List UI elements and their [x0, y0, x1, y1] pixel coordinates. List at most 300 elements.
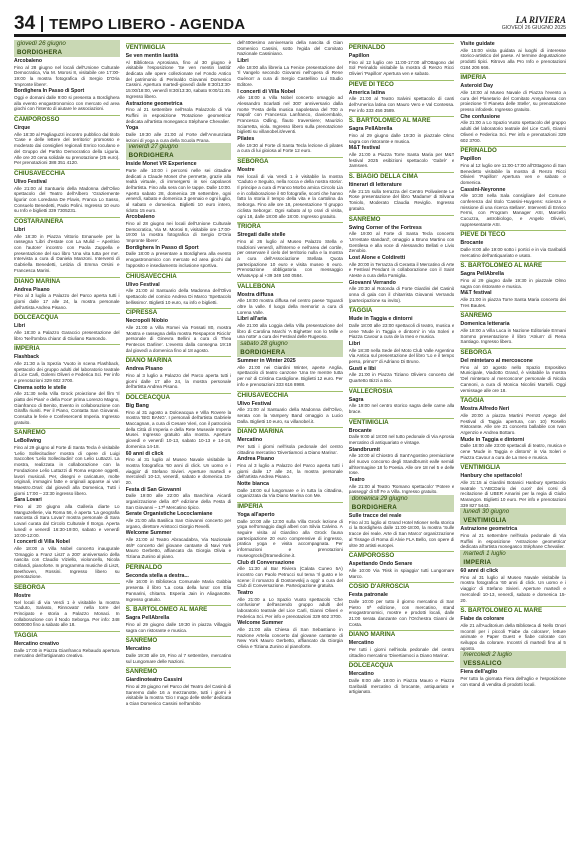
- day-date: giovedì 26 giugno: [17, 40, 66, 47]
- event-entry: [237, 89, 343, 136]
- event-title: Big Bang: [125, 403, 149, 410]
- city-heading: IMPERIA: [237, 502, 343, 511]
- event-title: Libri: [348, 341, 361, 348]
- event-entry: [126, 318, 232, 353]
- city-heading: CAMPOROSSO: [14, 115, 120, 124]
- event-title: Cirque: [14, 125, 31, 132]
- city-heading: VALLEBONA: [237, 282, 343, 291]
- event-title: Teatro: [348, 477, 365, 484]
- city-heading: CHIUSAVECCHIA: [14, 169, 120, 178]
- event-title: Mude in Taggia e dintorni: [348, 316, 413, 323]
- event-entry: [349, 316, 455, 340]
- city-heading: S. BARTOLOMEO AL MARE: [126, 605, 232, 614]
- day-city: BORDIGHERA: [351, 503, 398, 511]
- event-description: Dalle 10:00 per tutto il giorno mercatino di San Pietro 5ª edizione, con mercatino, stand enogastronomici, mostre e prodotti locali, dalle 21:00 serata danzante con l'Orchestra Gianni de Costa.: [348, 598, 455, 627]
- event-entry: [237, 167, 343, 219]
- event-title: Sulle tracce dei reale: [348, 513, 402, 520]
- event-entry: [460, 568, 566, 603]
- event-entry: [126, 366, 232, 390]
- event-description: Alle 21:00 al Teatro Abracadabra, Via Nazionale 46/F concerto del giovane cantante di Navi York Mauro Gerbetto, affiancato da Giorgia Olivia e Tiziana Zunino al piano.: [125, 536, 232, 560]
- event-title: Fiera dell'aglio: [460, 669, 498, 676]
- event-entry: [349, 592, 455, 627]
- event-description: Alle 21:00 a Lo Spazio Vuoto spettacolo 'Che confusione' dell'ascendo gruppo adulti del laboratorio teatrale del Lice Carli, Gianni Oliveri e Federica Sci. Per info e prenotazioni 329 602 3700.: [237, 596, 343, 619]
- event-description: Alle 18:00 alla libreria La Fenice presentazione del 'Il Vangelo secondo Giovanni nell'opera di Rene Guénon' a cura di Sergio Castellino Lui Studio Editore.: [237, 64, 343, 87]
- event-entry: [349, 428, 455, 446]
- event-title: Astrazione geometrica: [460, 526, 518, 533]
- event-title: LeBollwing: [14, 438, 42, 445]
- day-city: BORDIGHERA: [128, 151, 174, 159]
- event-entry: [349, 90, 455, 114]
- event-description: Fino al 28 giugno nei locali dell'Unione Culturale Democratica, Via M. Morosi 8, visitabile ore 17:00-19:00 la mostra fotografica di Sergio D'Oria 'Impronte libere'.: [125, 221, 232, 244]
- event-description: Alle 21:00 alla Loggia della Villa presentazione del libro di Carolina Marchi 'A Bighetter non lo Mille e una notte' a cura dei Festival delle Rugeoso.: [237, 323, 343, 340]
- event-title: Del mintetaro al mercoscone: [460, 358, 533, 365]
- event-title: Welcome Summer: [237, 620, 284, 627]
- city-heading: VENTIMIGLIA: [349, 418, 455, 427]
- event-title: Serate Organistiche Lococlamiane: [125, 511, 213, 518]
- event-description: Alle 11:30 al Bar Riviera (Calata Cuneo 5A) incontro con Paolo Petrucci sul tema 'Il gusto e le scene: il romanzo di Dostoevskij a oggi' a cura del Club di Conversazione. Partecipazione gratuita.: [237, 566, 343, 589]
- city-heading: SANREMO: [126, 667, 232, 676]
- city-heading: SANREMO: [126, 636, 232, 645]
- day-city: VENTIMIGLIA: [463, 516, 507, 524]
- city-heading: CAMPOROSSO: [349, 551, 455, 560]
- event-title: Mercatino: [348, 671, 374, 678]
- event-description: Dalle 8:00 alle 19:00 sotto i portici e in via Garibaldi mercatino dell'antiquariato e usato.: [460, 247, 566, 258]
- event-description: Alle 10:00 al Chiostro di Sant'Agostino premiazione del nuovo concorso degli Standbrumit ealle semidi all'itermagine 18 fo Poesia. Alle ore 18 nel 5 e delle rose.: [348, 453, 455, 476]
- event-title: Libri: [237, 58, 249, 65]
- event-description: Alle 19:00 al Forte di Santa Tecla concerto 'Un'estate standard', omaggio a Bruno Martino con Gentilesa e alla voce di Alessandro Bellati e Livio Zenobio.: [348, 231, 455, 254]
- city-heading: TAGGIA: [349, 306, 455, 315]
- day-date: lunedì 30 giugno: [463, 508, 510, 516]
- event-title: Bordighera In Passo di Sport: [125, 244, 199, 251]
- event-entry: [349, 477, 455, 495]
- city-heading: IMPERIA: [460, 73, 566, 82]
- event-entry: [126, 53, 232, 100]
- city-heading: PERINALDO: [460, 146, 566, 155]
- day-date: sabato 28 giugno: [240, 340, 288, 348]
- event-title: Pilates: [237, 136, 255, 143]
- event-title: Libri all'aria: [237, 316, 267, 323]
- event-entry: [14, 641, 120, 659]
- event-description: Fino al 31 luglio al Museo Navale visitabile la mostra fotografica '60 anni di click. Un uomo e i viaggio' di Stefano Sivieri. Aperture martedì e mercoledì 10-13, venerdì, sabato e domenica 15-20.: [125, 457, 232, 485]
- event-description: Alle 18:00 al Museo Navale di Piazza l'evento a cura del Planetario del Comitato Ansyakansa con proiezione 'Il Pianeta delle Stelle', su prenotazione presso infodesk. Ingresso gratuito.: [460, 90, 566, 113]
- event-title: Seconda stella a destra...: [125, 572, 189, 579]
- event-description: Alle 10:00 Via 'Risk in spiaggia' tutti Lungomare Marco.: [348, 567, 455, 579]
- event-entry: [349, 366, 455, 384]
- event-entry: [460, 187, 566, 228]
- event-title: Aspettando Ondo Senare: [348, 561, 413, 568]
- event-title: Ulivo Festival: [14, 178, 47, 185]
- event-title: Giovanni Verrando: [348, 279, 396, 286]
- event-entry: [237, 232, 343, 279]
- event-entry: [237, 316, 343, 340]
- event-title: Giardinoteatro Cassini: [125, 677, 183, 684]
- event-entry: [460, 669, 566, 687]
- event-entry: [14, 323, 120, 341]
- city-heading: TRIORA: [237, 222, 343, 231]
- event-entry: [126, 101, 232, 125]
- event-entry: [14, 438, 120, 496]
- event-entry: [237, 401, 343, 425]
- event-title: Bordighera In Passo di Sport: [14, 88, 85, 95]
- event-title: Yoga: [125, 125, 139, 132]
- city-heading: CHIUSAVECCHIA: [237, 391, 343, 400]
- event-title: Sagra: [348, 396, 364, 403]
- event-entry: [126, 511, 232, 529]
- event-entry: [237, 590, 343, 619]
- event-title: Necropoli Niobio: [125, 318, 168, 325]
- city-heading: CHIUSAVECCHIA: [126, 272, 232, 281]
- event-description: Alle 10:30 nella Sala consigliare del Comune conferenza dal titolo 'Cassini-Huygens: scienza e missione di una ricerca stellare'. Interventi di Enrico Fermi, con Program Manager ASI, Marcello Cucuzza, astrobiologo, e Angelo Olivieri, rappresentante ASI.: [460, 193, 566, 227]
- event-entry: [126, 530, 232, 559]
- city-heading: S. BIAGIO DELLA CIMA: [349, 172, 455, 181]
- event-entry: [460, 406, 566, 435]
- event-entry: [460, 437, 566, 461]
- event-title: Summer in Winter 2025: [237, 358, 296, 365]
- event-description: Fino al 31 luglio al Grand Hotel Mioner nella storica ci la Bordighera dalle 11:00-18:00, la mostra 'Sulle tracce dei reale. Arte di San Marco' organizzazione al Tissage di Roma di Alvie FLA Bello, con opere di oltre 30 artisti europei.: [348, 519, 455, 548]
- event-description: Fino al 28 giugno nel locali dell'Unione Culturale Democratica, Via M. Morosi 8, visitabile ore 17:00-19:00 la mostra fotografica di Sergio D'Oria 'Impronte libere'.: [14, 64, 120, 87]
- event-title: Mercatino creativo: [14, 641, 60, 648]
- event-description: Alle 18:00 mostra diffusa nel centro paese 'Sguardi oltre la valle. Il luogo della memoria' a cura di Lorena Valle.: [237, 298, 343, 315]
- event-description: Alle 16:00 in Biblioteca Comunale Maria Gabbia presenta il libro 'La cosa della luna' con Elia Pannarini, chitarra. Esperia Jain in Aliaganotte. Ingresso gratuito.: [125, 579, 232, 602]
- event-description: Alle 18:30 al Pagliaguzzi incontro pubblico dal titolo 'Case e delle lettere del territorio' promosso e moderato dai consiglieri regionali Enrico Ioculano e del Gruppo del Partito Democratico della Liguria. Alle ore 20 cena solidale su prenotazione (25 euro). Per prenotazioni 388 351 4120.: [14, 131, 120, 166]
- city-heading: PERINALDO: [349, 43, 455, 52]
- event-description: Fino al 12 luglio ore 11:00-17:00 all'Ottagono del Sol Perinaldo visitabile la mostra di Renzo Ricci Olivieri 'Papillon' Apertura ven e sabato.: [348, 59, 455, 76]
- event-description: Dalle 19:30 alle 21:00 al Forte dell'Annunziata lezioni di yoga a cura della Scuola Prana.: [125, 131, 232, 143]
- event-entry: [349, 53, 455, 77]
- event-title: Yoga all'aperto: [237, 511, 275, 518]
- event-entry: [14, 88, 120, 112]
- event-title: Hanbury che spettacolo!: [460, 473, 523, 480]
- event-entry: [460, 271, 566, 289]
- city-heading: COSTARAINERA: [14, 217, 120, 226]
- event-description: Alle 15:00 visita guidata ai luoghi di interesse storico-artistico del paese. Al termine degustazione prodotti tipici. Ritrovo alla Pro Info e prenotazioni 0184 206 666.: [460, 47, 566, 70]
- event-entry: [14, 179, 120, 214]
- event-entry: [126, 615, 232, 633]
- event-title: Se ven mentin lastità: [125, 53, 179, 59]
- event-entry: [349, 397, 455, 415]
- city-heading: COSIO D'ARROSCIA: [349, 582, 455, 591]
- event-title: Club di Conversazione: [237, 559, 295, 566]
- day-date: venerdì 27 giugno: [128, 143, 179, 151]
- event-description: Alle 21:00 al Santuario della Madonna dell'Olivo spettacolo del Teatro dell'Albero 'Graziemente liguria' con Loredana De Flavis, Franca Lo Sasso, Consuelo Benedetti, Paolo Polini. Ingresso 10 euro su Info e biglietti 339 7305231.: [14, 185, 120, 214]
- event-entry: [460, 240, 566, 258]
- event-entry: [460, 358, 566, 393]
- event-title: Standbrumit: [348, 446, 380, 453]
- event-title: Domenica letteraria: [460, 321, 510, 328]
- event-title: Cassini-Neyronne: [460, 186, 506, 193]
- event-description: Dalle 10:00 alle 12:00 sulla Villa Grock lezione di yoga nell'omaggio dagli alberi con Silvia Calvino. A seguire visita al Giardino alla Grock fauna partecipazione 20 euro comprensive di ingresso, pratica yoga e visita accompagnata. Per informazioni e prenotazioni museogrock@tramedicine.it.: [237, 518, 343, 558]
- event-description: Alle 18:30 a Palazzo Garaccio presentazione del libro 'Nell'ombra chiara' di Giuliano Ramondo.: [14, 329, 120, 341]
- day-city: BORDIGHERA: [17, 48, 63, 56]
- city-heading: TAGGIA: [14, 631, 120, 640]
- event-title: M&T festival: [348, 145, 380, 152]
- header-divider: [41, 16, 43, 32]
- event-entry: [349, 513, 455, 548]
- city-heading: SANREMO: [349, 215, 455, 224]
- city-heading: S. BARTOLOMEO AL MARE: [460, 606, 566, 615]
- event-title: Andrea Pisano: [14, 286, 50, 293]
- event-entry: [237, 40, 343, 57]
- event-entry: [349, 182, 455, 211]
- event-entry: [460, 321, 566, 345]
- agenda-columns: [14, 40, 566, 832]
- event-entry: [460, 616, 566, 651]
- event-title: Mude in Taggia e dintorni: [460, 436, 525, 443]
- event-entry: [349, 225, 455, 254]
- event-description: Alle 19:30 al Forte di Santa Tecla lezione di pilates a cura di lui gioiosa al Forte 12 euro.: [237, 142, 343, 154]
- city-heading: VENTIMIGLIA: [460, 463, 566, 472]
- agenda-column: [460, 40, 566, 832]
- event-entry: [14, 227, 120, 274]
- event-entry: [126, 125, 232, 143]
- event-entry: [237, 512, 343, 559]
- city-heading: DIANO MARINA: [126, 356, 232, 365]
- event-description: Alle 21:30 nella Villa Grock proiezione del film 'Il piatto dei Piani' e della Foce' prima Lorenzo Magno, Gianfranco di Benito, Evento in collaborazione con Giraffa riuniti. Per il Piano, Contatta San Giovanni. Consulta le ferie e Confesercenti Imperia. Ingresso gratuito.: [14, 391, 120, 425]
- event-entry: [349, 255, 455, 279]
- event-description: Alle 21:00 al Teatro Salvini spettacolo di canti dell'America latina con Mauro Vero e Val Contessa. Per info 333 456 3589.: [348, 96, 455, 113]
- event-title: I concerti di Villa Nobel: [237, 88, 296, 95]
- event-title: Arcobaleno: [125, 214, 155, 221]
- city-heading: CIPRESSA: [126, 308, 232, 317]
- agenda-column: [126, 40, 232, 832]
- event-entry: [460, 114, 566, 143]
- event-description: Fino al 26 luglio al Museo Palazzo Stella e tradizioni venerdì, all'interno e nell'area del cortile, per osservare il cielo del territorio nulla e la mostra a cura dell'Associazione Stellata Quota partecipazione 10 euro e visita museo 6 euro. Prenotazione obbligatoria con messaggio WhatsApp al +39 349 160 0584.: [237, 238, 343, 279]
- event-title: Mostre: [14, 593, 31, 600]
- event-title: Sagra PellAbrella: [460, 271, 504, 278]
- event-title: Papillon: [348, 53, 370, 59]
- event-title: Welcome Summer: [125, 530, 172, 537]
- event-title: Brocante: [348, 427, 372, 434]
- event-title: Notte bianca: [237, 480, 269, 487]
- event-entry: [237, 560, 343, 589]
- event-entry: [349, 341, 455, 365]
- event-description: Alle 21 all'Auditorium della Biblioteca di Nello Onori Incontri per i piccoli 'Fiabe da colorare', letture animate e Paper Guest e fiabe colorate con sviluppo da colorare. Incontri di martedì fino al 5 agosto.: [460, 622, 566, 651]
- event-entry: [126, 282, 232, 306]
- event-title: Libri: [14, 323, 26, 330]
- event-title: I concerti di Villa Nobel: [14, 539, 70, 546]
- event-title: Papillon: [460, 156, 481, 163]
- city-heading: DOLCEACQUA: [126, 393, 232, 402]
- city-heading: SANREMO: [460, 311, 566, 320]
- event-description: Alle 21:00 nei Giardini Winter, aperte Anglia, spettacolo di teatro canzone 'Una tre mentre tutta per noi' di Cristina Castiglione. Biglietti 12 euro. Per info e prenotazioni 333 616 8988.: [237, 364, 343, 387]
- event-description: Fino al 29 giugno dalle 19:30 in piazza Villaggio sagra con ristorante e musica.: [125, 621, 232, 633]
- event-description: Per tutti i giorni nell'isola pedonale del centro cittadino mercatino 'Divertiamoci a Diano Marina'.: [237, 443, 343, 455]
- event-entry: [126, 403, 232, 450]
- event-entry: [126, 161, 232, 213]
- city-heading: VENTIMIGLIA: [126, 43, 232, 52]
- event-description: Fino al 3 luglio a Palazzo del Parco aperta tutti i giorni dalle 17 alle 24, la mostra personale dell'artista Andrea Pisano.: [237, 462, 343, 480]
- event-title: 60 anni di click: [460, 568, 499, 575]
- agenda-column: [14, 40, 120, 832]
- event-title: Swing Corner of the Fortress: [348, 224, 422, 231]
- agenda-column: [349, 40, 455, 832]
- event-description: Fino al 29 giugno dalle 19:30 in piazzale Olmo sagra con ristorante e musica.: [460, 278, 566, 289]
- event-entry: [349, 671, 455, 695]
- city-heading: SANREMO: [14, 428, 120, 437]
- event-description: Alle 18:00 a Villa Nobel concerto omaggio ad Alessandro Scarlatti nel 300' anniversario dalla morte 'Festa della musica napoletana del 700 a Napoli' con Francesca Lanfranco, clavicembalo, Francesca Odling, flauto traversiere; Maurizio Sciarretta, viola. Ingresso libero sulla prenotazione biglietti su villanobel.it/eventi.: [237, 95, 343, 135]
- event-description: dell'400esimo anniversario della nascita di Gian Domenico Cassini, sotto l'egida del Comitato Nazionale Cassiniano.: [237, 40, 343, 57]
- event-title: Arcobaleno: [14, 58, 43, 64]
- city-heading: PIEVE DI TECO: [460, 230, 566, 239]
- event-description: Dalle 18:00 a presentare a Bordighera alla evento enogastronomico con mercato ed area giochi dal l'apposito e insediamento inclusione sportiva.: [125, 251, 232, 268]
- event-description: Alle 21:00 alla Chiesa di San Sebastiano in Nazione Artelia concerto dal giovane cantante di New York Mauro Gerbetto, affiancato da Giorgia Olivia e Tiziana Zunino al pianoforte.: [237, 626, 343, 650]
- event-description: Fino al 21 settembre nell'isola pedonale di Via Ruffini in esposizione 'Astrazione geometrica' dedicata all'artista monegasco Stéphane Chevalier.: [460, 533, 566, 550]
- event-description: Dalle 18:00 sul lungomare e in tutta la cittadina, organizzata da Via Diano Marina con Me.: [237, 487, 343, 499]
- day-city: VESSALICO: [463, 659, 502, 667]
- event-title: Ulivo Festival: [125, 281, 160, 288]
- event-entry: [349, 126, 455, 144]
- event-description: Al Biblioteca Aprosiana, fino al 30 giugno è visitabile l'esposizione 'Se ven mentin lastità' dedicata alle opere collezionate nel Fondo Antico del patrimonio di Perinaldo Giovanni Domenico Cassini. Apertura martedì-giovedì dalle 8:30/13:30-15:00/18:00, venerdì 8:30/13:30, sabato 9:00/11:45. Ingresso libero.: [125, 59, 232, 99]
- day-city: IMPERIA: [463, 558, 492, 566]
- city-heading: SEBORGA: [14, 583, 120, 592]
- event-description: Dalle 18:00 alle 23:00 spettacoli di teatro, musica e cene 'Mude in Taggia e dintorni' in Via Soleri e Piazza Cavour a cura de la Ineo e musica.: [348, 322, 455, 340]
- day-city: BORDIGHERA: [240, 348, 286, 356]
- day-heading: [14, 40, 120, 57]
- city-heading: S. BARTOLOMEO AL MARE: [460, 261, 566, 270]
- day-heading: [349, 495, 455, 512]
- event-title: Gusti e libi: [348, 365, 376, 372]
- city-heading: DOLCEACQUA: [349, 661, 455, 670]
- event-description: Fino al 29 giugno al Forte di Santa Tecla è visitabile 'Lelio Sollecitudine' mostra di opere di Luigi Saccoltes 'Lelio Sollecitudini' con Lelio Luttazzi. La mostra, realizzata in collaborazione con la Fondazione Lelio Luttazzi di Roma espone oggetti, lavori musicali. Per, disegni e caricature, molte originali, immagini fatte e originali apparse ai vari Maestro.Orari: dal giovedì alla Domenica, Tutti i giorni 17:00 – 23:30 ingresso libero.: [14, 445, 120, 496]
- day-heading: [460, 508, 566, 525]
- event-title: Andrea Pisano: [125, 366, 163, 373]
- event-description: Alle 18:00 a Villa Luca in Nazione Editoriale Ermani Sommo presentazione il libro 'Atrium' di Rena Santiago. Ingresso libero.: [460, 328, 566, 345]
- event-title: Che confusione: [460, 113, 501, 120]
- event-entry: [460, 156, 566, 185]
- event-entry: [14, 539, 120, 580]
- event-title: Ulivo Festival: [237, 400, 272, 407]
- event-description: Fino al 29 giugno nel Parco del Teatro del Casinò di Sanremo dalle 16 a mezzanotte, tutti i giorni è visitabile la mostra 'Gio I mago delle stelle' dedicata a Gian Domenico Cassini nell'ambito: [125, 683, 232, 706]
- city-heading: SEBORGA: [460, 348, 566, 357]
- event-description: Alle 21:00 al Teatro 'Romano spettacolo' 'Potere e passeggi' di 5ff Fe a Villa. Ingresso gratuito.: [348, 483, 455, 495]
- event-description: Fino al 29 giugno dalle 19:30 in piazzale Olmo sagra con ristorante e musica.: [348, 133, 455, 144]
- event-title: Mostra diffusa: [237, 291, 274, 298]
- event-entry: [237, 620, 343, 649]
- event-entry: [237, 481, 343, 499]
- event-title: America latina: [348, 89, 385, 96]
- event-entry: [460, 473, 566, 508]
- event-description: Alle 21:00 in piazza Torre Santa Maria concerto dei Tres Bautes.: [460, 297, 566, 308]
- event-entry: [237, 358, 343, 387]
- city-heading: VALLECROSIA: [349, 387, 455, 396]
- event-description: Alle 18:00 a Villa Nobel concerto inaugurale 'Omaggio a Franz Liszt' a 200' anniversario della nascita con Claudio Viziello, violoncello, Nicola Girlandi, pianoforte. In programma musiche di Liszt, Beethoven, Rossini. Ingresso libero su prenotazione.: [14, 545, 120, 580]
- event-description: Alle 21:00 al Santuario della Madonna dell'Olivo, serata con la Vampery Band omaggio a Lucio Dalla. Biglietti 10 euro, su villanobel.it.: [237, 407, 343, 424]
- day-date: martedì 1 luglio: [463, 550, 506, 558]
- event-entry: [237, 292, 343, 316]
- section-title: TEMPO LIBERO - AGENDA: [49, 16, 246, 33]
- event-title: Fiabe da colorare: [460, 616, 505, 623]
- event-title: Festa patronale: [348, 592, 388, 599]
- event-entry: [14, 385, 120, 426]
- event-entry: [349, 447, 455, 476]
- event-entry: [237, 456, 343, 480]
- event-description: Per tutti i giorni nell'isola pedonale del centro cittadino mercatino 'Divertiamoci a Diano Marina'.: [348, 646, 455, 658]
- event-description: Alle 21:00 a Lo Spazio Vuoto spettacolo del gruppo adulti del laboratorio teatrale del Lice Carli, Gianni Oliveri e Federica Sci. Per info e prenotazioni 329 602 3700.: [460, 120, 566, 143]
- masthead: [502, 16, 566, 34]
- event-description: Alle 21:00 a Piazza Torre Santa Maria per M&T festival 2025 esibizioni spettacolo 'Gabrè' e Jamsven.: [348, 152, 455, 169]
- event-entry: [460, 290, 566, 308]
- event-description: Fino al 10 agosto nello Spazio Espositivo Municipale, Viadotto Grand, è visitabile la mostra 'Del mintetaro al mercoscone' personale di Nicola Cannoni, a cura di Monica Nicolini Martelli. Oggi vernissage alle ore 18.: [460, 364, 566, 393]
- event-title: Mostra Alfredo Neri: [460, 406, 510, 413]
- event-description: Dalle 8:00 alle 19:00 in Piazza Mauro e Piazza Garibaldi mercatino di brocante, antiquariato e artigianato.: [348, 677, 455, 695]
- event-description: Alle 21:15 ai Giardini Botanici Hanbury spettacolo teatrale 'L'ABCDario dei cuori' dei corsi di recitazione di UBER Amarini per la regia di Giulio Marangon. Biglietti 10 euro. Per info e prenotazioni 339 827 5443.: [460, 479, 566, 508]
- city-heading: DIANO MARINA: [14, 277, 120, 286]
- event-description: Nel locali di via Verdi 1 è visitabile la mostra 'Caduto, Salvato, Rinnovato' nella torre del Principato e storia a Palazzo Monaci. In collaborazione con il Nodo Seborga. Per info: 348 0000000 fino a sabato alle 18.: [14, 599, 120, 628]
- event-entry: [349, 561, 455, 579]
- city-heading: SEBORGA: [237, 157, 343, 166]
- event-entry: [126, 646, 232, 664]
- event-description: Fino al 21 settembre nell'Isola Palazzolo di Via Ruffini in esposizione 'Rotazione geometrica' dedicata all'artista monegasco Stéphane Chevalier.: [125, 107, 232, 124]
- event-entry: [126, 573, 232, 602]
- event-title: Visite guidate: [460, 41, 495, 47]
- event-description: Dalle 19:00 alle 22:00 alla Banchina Aicardi organizzazione della 40ª edizione della Festa di San Giovanni – 17ª Mercatino tipico.: [125, 493, 232, 510]
- issue-date: GIOVEDÌ 26 GIUGNO 2025: [501, 25, 566, 31]
- event-title: 60 anni di click: [125, 450, 164, 457]
- city-heading: DOLCEACQUA: [14, 313, 120, 322]
- city-heading: IMPERIA: [14, 344, 120, 353]
- event-entry: [14, 497, 120, 538]
- event-entry: [126, 487, 232, 511]
- event-title: M&T festival: [460, 290, 492, 297]
- event-description: Dalle 19:30 alle 19, Fino al 7 settembre, mercatino sul Lungomare delle Nazioni.: [125, 652, 232, 664]
- event-description: Alle 18:30 in Piazza Vittorio Emanuele per la rassegna 'Libri d'estate con La Mulid – Aperitivo con l'autore' incontro con Paola Zappella e presentazione del suo libro 'Una vita tutta per me'. Intervista a cura di Daniela Manzoni. Interventi di Gabriella Benedetti, Letizia di Emma Orsini e Francesca Marini.: [14, 233, 120, 273]
- event-description: Fino al 20 giugno alla Galleria diarte Lo Manguzellerie, via Roma 56, è aperta 'La geografia nascosta di Sara Lovari' mostra personale di Sara Lovari curata dal Circolo Culturale Il Borgo. Aperta lunedì e venerdì 16:30-19:00, sabato e venerdì 10:00-12:00.: [14, 503, 120, 538]
- event-entry: [126, 677, 232, 706]
- day-heading: [237, 340, 343, 357]
- event-entry: [349, 640, 455, 658]
- event-description: Alle 18:30 nella Sede del Moto Club Valle Argentina Via Antica sul presentazione del libro 'Lo e il tempo perso, primo?' di Adriano Di Bruno.: [348, 347, 455, 365]
- event-entry: [460, 41, 566, 70]
- event-entry: [237, 58, 343, 87]
- event-title: Mercatino: [348, 640, 374, 647]
- city-heading: PIEVE DI TECO: [349, 80, 455, 89]
- event-title: Lost Alone e Coldiretti: [348, 254, 406, 261]
- event-entry: [14, 354, 120, 383]
- event-entry: [349, 145, 455, 169]
- newspaper-brand: LA RIVIERA: [515, 15, 566, 25]
- event-description: Dalle 17:00 in Piazza Gianfranco Rebaudo apertura mercatino dell'artigianato creativo.: [14, 647, 120, 659]
- event-description: Alle 20:30 al Rotonda di Forte Giardini del Casinò onna di gala con il chitarrista Giovanni Verrando (partecipazione su invito).: [348, 286, 455, 303]
- event-description: Alle 21:00 in Piazza Tiziano Oliviero concerto del Quartetto Bizzi a Bio.: [348, 372, 455, 384]
- event-entry: [14, 58, 120, 87]
- event-description: Fino al 31 agosto a Dolceacqua e Villa Rovere la mostra 'BIG BANG'. I personali dell'artista Gabriele Maccagnan, a cura di Cesare Vieri, con il patrocinio della Città di Imperia e della Rete Museale Imperia Musei. Ingresso gratuito alla mostra. Aperture giovedì e venerdì 10-13, sabato 10-13 e 14-18, domenica 14-18.: [125, 409, 232, 449]
- event-title: Stregati dalle stelle: [237, 232, 286, 239]
- event-description: Alle 21:00 al Santuario della Madonna dell'Olivo spettacolo del comico Andrea Di Marco 'Spettacolo bellissimo'. Biglietti 10 euro, su info e biglietti.: [125, 288, 232, 305]
- city-heading: S. BARTOLOMEO AL MARE: [349, 116, 455, 125]
- event-entry: [14, 125, 120, 166]
- event-entry: [126, 451, 232, 486]
- event-title: Itinerari di letterature: [348, 182, 402, 189]
- event-entry: [237, 437, 343, 455]
- event-title: Sagra PellAbrella: [348, 126, 393, 133]
- event-title: Mercatino: [237, 437, 263, 444]
- event-description: Dalle 18:00 alle 23:00 spettacoli di teatro, musica e cene 'Mude in Taggia e dintorni' in Via Soleri e Piazza Cavour a cura de La Ineo e musica.: [460, 443, 566, 460]
- event-description: Alle 21:00 a Villa Romei via Fossati 80, mostra 'Mostra e rassegna della mostra Respapron Riciclo' personale di Ginevra Bellini a cura di Thea Pentecos Darline'. L'evento dalla consegna 19:19 dal giovedì a domenica fino al 18 agosto.: [125, 324, 232, 353]
- event-entry: [14, 287, 120, 311]
- day-date: domenica 29 giugno: [351, 495, 408, 503]
- city-heading: PERINALDO: [126, 563, 232, 572]
- event-entry: [460, 526, 566, 550]
- event-description: Fino al 31 luglio al Museo Navale visitabile la mostra fotografica '60 anni di click. Un uomo e i viaggio' di Stefano Sivieri. Aperture martedì e mercoledì 10-13, venerdì, sabato e domenica 15-20.: [460, 574, 566, 603]
- event-entry: [126, 245, 232, 269]
- city-heading: DIANO MARINA: [237, 427, 343, 436]
- city-heading: DIANO MARINA: [349, 630, 455, 639]
- event-title: Sara Lovari: [14, 497, 42, 504]
- event-title: Astrazione geometrica: [125, 100, 183, 107]
- page-header: [14, 12, 566, 37]
- event-description: Parte alle 10:00 i percorsi nelle sei cittadine dedicati a Claude Monet che permette, grazie alla realtà virtuale, di immergersi in sei capolavori dell'artista. Fino alla sera con le tappe. Dalle 10:00. Aperto sabato 28, domenica 29 settembre, ogni venerdì, sabato e domenica 3 gennaio e ogni luglio, al sabato e domenica. Biglietti 10 euro intero, ridotto 15 euro.: [125, 167, 232, 213]
- event-title: Teatro: [237, 589, 253, 596]
